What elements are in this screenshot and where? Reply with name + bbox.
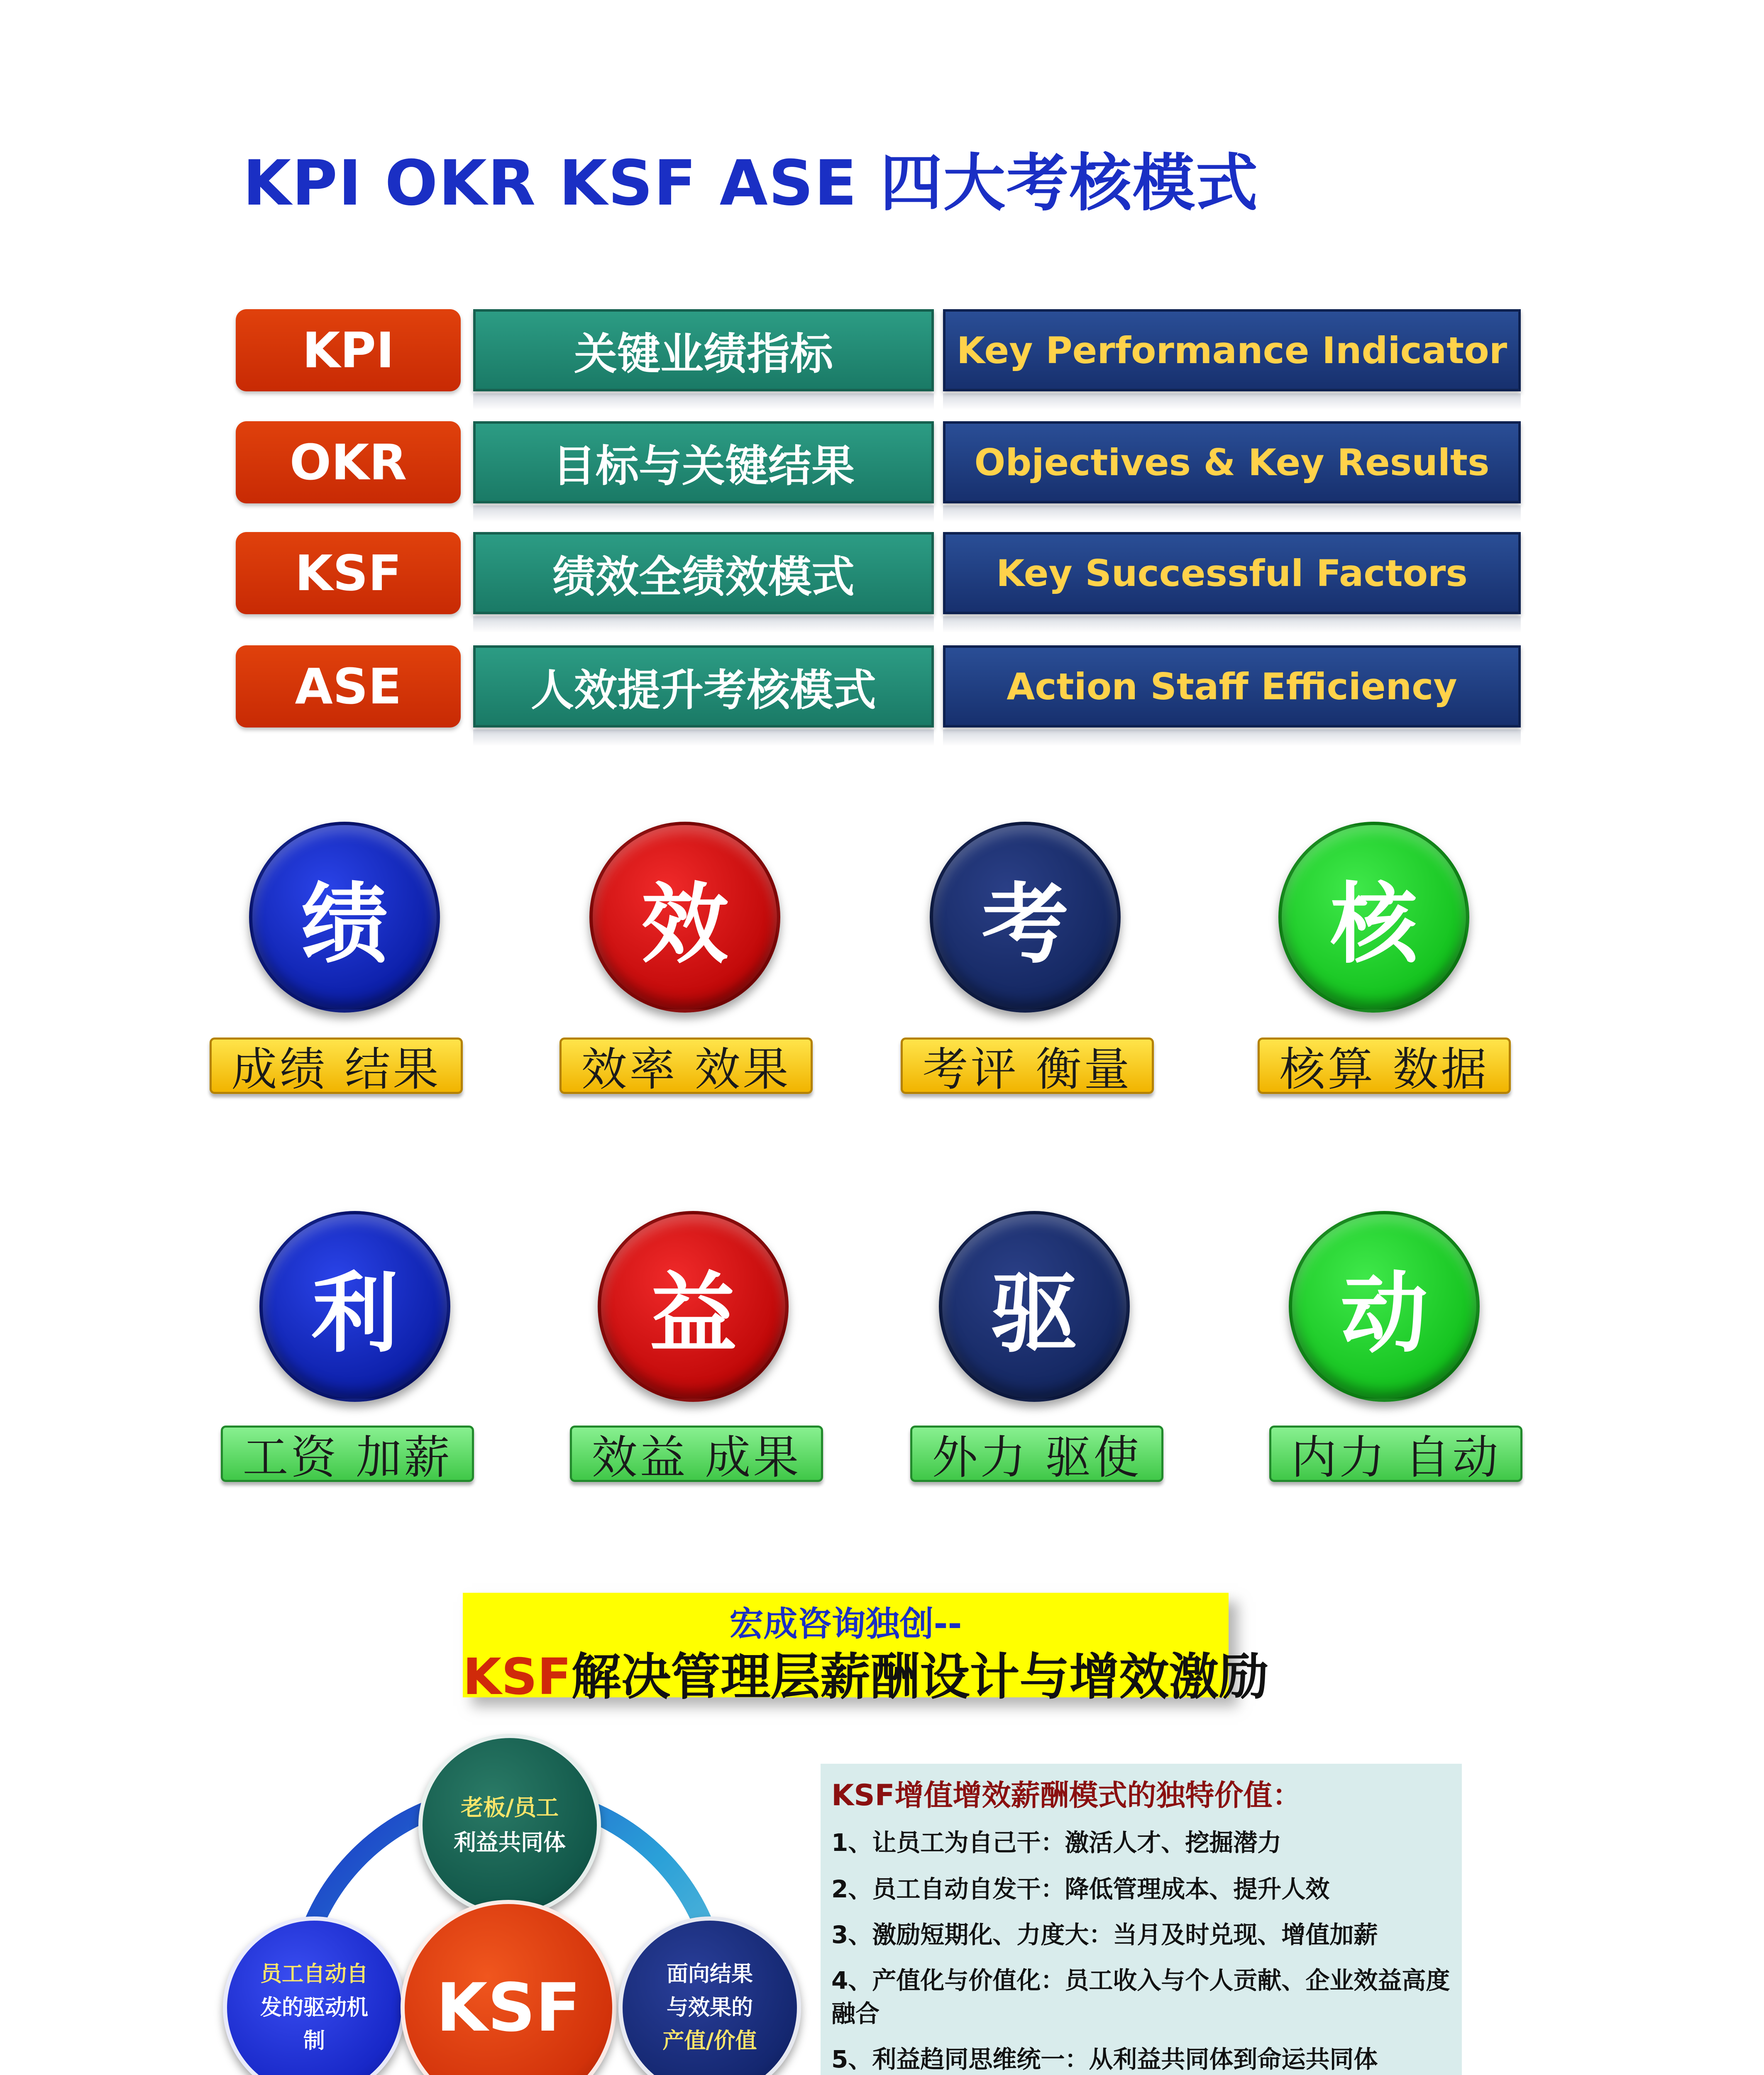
value-item: 5、利益趋同思维统一：从利益共同体到命运共同体 — [831, 2045, 1378, 2073]
node-top-line2: 利益共同体 — [454, 1829, 566, 1855]
banner-ksf: KSF — [463, 1648, 572, 1706]
circle-xiao: 效 — [589, 822, 780, 1013]
ksf-node-center: KSF — [401, 1900, 616, 2075]
label-qu: 外力 驱使 — [910, 1426, 1163, 1482]
model-cn-kpi: 关键业绩指标 — [473, 309, 934, 391]
model-en-ase: Action Staff Efficiency — [943, 645, 1521, 727]
model-acronym-ase: ASE — [236, 645, 461, 727]
node-right-line3: 产值/价值 — [662, 2029, 757, 2054]
circle-yi: 益 — [598, 1211, 789, 1402]
node-top-line1: 老板/员工 — [461, 1794, 559, 1821]
model-en-ksf: Key Successful Factors — [943, 532, 1521, 614]
model-cn-ksf: 绩效全绩效模式 — [473, 532, 934, 614]
model-en-okr: Objectives & Key Results — [943, 421, 1521, 503]
model-acronym-kpi: KPI — [236, 309, 461, 391]
label-he: 核算 数据 — [1258, 1038, 1511, 1094]
circle-li: 利 — [259, 1211, 450, 1402]
node-right-line1: 面向结果 — [666, 1962, 753, 1987]
model-acronym-ksf: KSF — [236, 532, 461, 614]
page-title: KPI OKR KSF ASE 四大考核模式 — [243, 147, 1259, 220]
model-cn-ase: 人效提升考核模式 — [473, 645, 934, 727]
banner-subtitle: 宏成咨询独创-- — [729, 1604, 962, 1644]
value-item: 2、员工自动自发干：降低管理成本、提升人效 — [831, 1875, 1330, 1903]
node-left-line3: 制 — [303, 2029, 325, 2054]
ksf-node-top — [418, 1734, 601, 1916]
value-item: 4、产值化与价值化：员工收入与个人贡献、企业效益高度融合 — [831, 1966, 1450, 2028]
circle-qu: 驱 — [939, 1211, 1130, 1402]
model-acronym-okr: OKR — [236, 421, 461, 503]
circle-dong: 动 — [1289, 1211, 1480, 1402]
value-title: KSF增值增效薪酬模式的独特价值： — [831, 1778, 1302, 1812]
node-left-line1: 员工自动自 — [260, 1962, 368, 1987]
node-left-line2: 发的驱动机 — [260, 1995, 368, 2020]
value-item: 1、让员工为自己干：激活人才、挖掘潜力 — [831, 1828, 1282, 1857]
circle-kao: 考 — [930, 822, 1121, 1013]
banner-title-text: 解决管理层薪酬设计与增效激励 — [571, 1648, 1269, 1706]
label-dong: 内力 自动 — [1269, 1426, 1522, 1482]
circle-ji: 绩 — [249, 822, 440, 1013]
label-xiao: 效率 效果 — [559, 1038, 813, 1094]
label-ji: 成绩 结果 — [210, 1038, 463, 1094]
value-item: 3、激励短期化、力度大：当月及时兑现、增值加薪 — [831, 1921, 1378, 1949]
model-en-kpi: Key Performance Indicator — [943, 309, 1521, 391]
model-cn-okr: 目标与关键结果 — [473, 421, 934, 503]
circle-he: 核 — [1278, 822, 1469, 1013]
label-kao: 考评 衡量 — [901, 1038, 1154, 1094]
label-li: 工资 加薪 — [221, 1426, 474, 1482]
label-yi: 效益 成果 — [570, 1426, 823, 1482]
node-right-line2: 与效果的 — [666, 1995, 753, 2020]
